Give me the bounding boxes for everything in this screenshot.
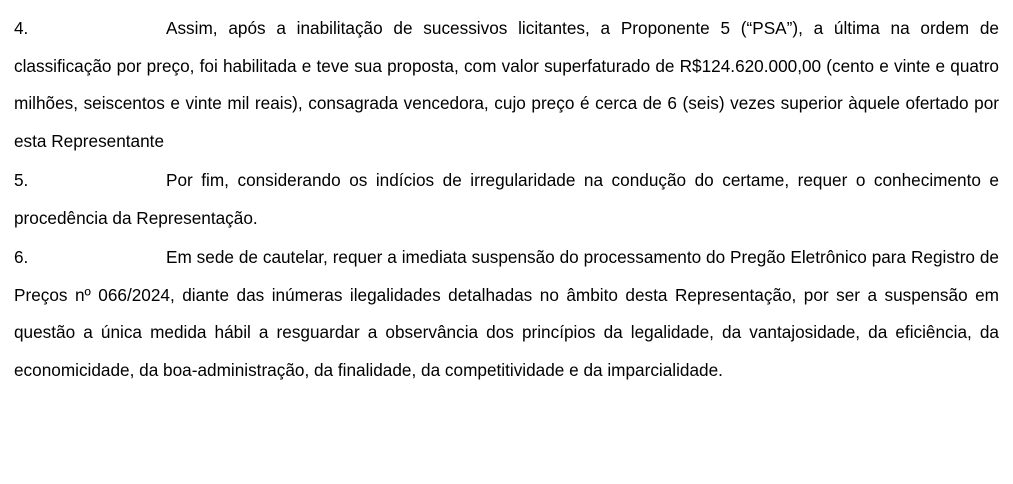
paragraph-item-5: 5. Por fim, considerando os indícios de irregularidade na condução do certame, requer o conhecimento e procedência da Representação. bbox=[14, 170, 999, 228]
paragraph-text-4: Assim, após a inabilitação de sucessivos licitantes, a Proponente 5 (“PSA”), a última na ordem de classificação por preço, foi habilitada e teve sua proposta, com valor superfaturado de R$124.620.000,00 (cento e vinte e quatro milhões, seiscentos e vinte mil reais), consagrada vencedora, cujo preço é cerca de 6 (seis) vezes superior àquele ofertado por esta Representante bbox=[14, 18, 999, 151]
paragraph-item-6: 6. Em sede de cautelar, requer a imediata suspensão do processamento do Pregão Eletrônico para Registro de Preços nº 066/2024, diante das inúmeras ilegalidades detalhadas no âmbito desta Representação, por ser a suspensão em questão a única medida hábil a resguardar a observância dos princípios da legalidade, da vantajosidade, da eficiência, da economicidade, da boa-administração, da finalidade, da competitividade e da imparcialidade. bbox=[14, 247, 999, 380]
paragraph-text-5: Por fim, considerando os indícios de irregularidade na condução do certame, requer o conhecimento e procedência da Representação. bbox=[14, 170, 999, 228]
paragraph-text-6: Em sede de cautelar, requer a imediata suspensão do processamento do Pregão Eletrônico para Registro de Preços nº 066/2024, diante das inúmeras ilegalidades detalhadas no âmbito desta Representação, por ser a suspensão em questão a única medida hábil a resguardar a observância dos princípios da legalidade, da vantajosidade, da eficiência, da economicidade, da boa-administração, da finalidade, da competitividade e da imparcialidade. bbox=[14, 247, 999, 380]
paragraph-item-4: 4. Assim, após a inabilitação de sucessivos licitantes, a Proponente 5 (“PSA”), a última na ordem de classificação por preço, foi habilitada e teve sua proposta, com valor superfaturado de R$124.620.000,00 (cento e vinte e quatro milhões, seiscentos e vinte mil reais), consagrada vencedora, cujo preço é cerca de 6 (seis) vezes superior àquele ofertado por esta Representante bbox=[14, 18, 999, 151]
document-page bbox=[0, 10, 1013, 484]
